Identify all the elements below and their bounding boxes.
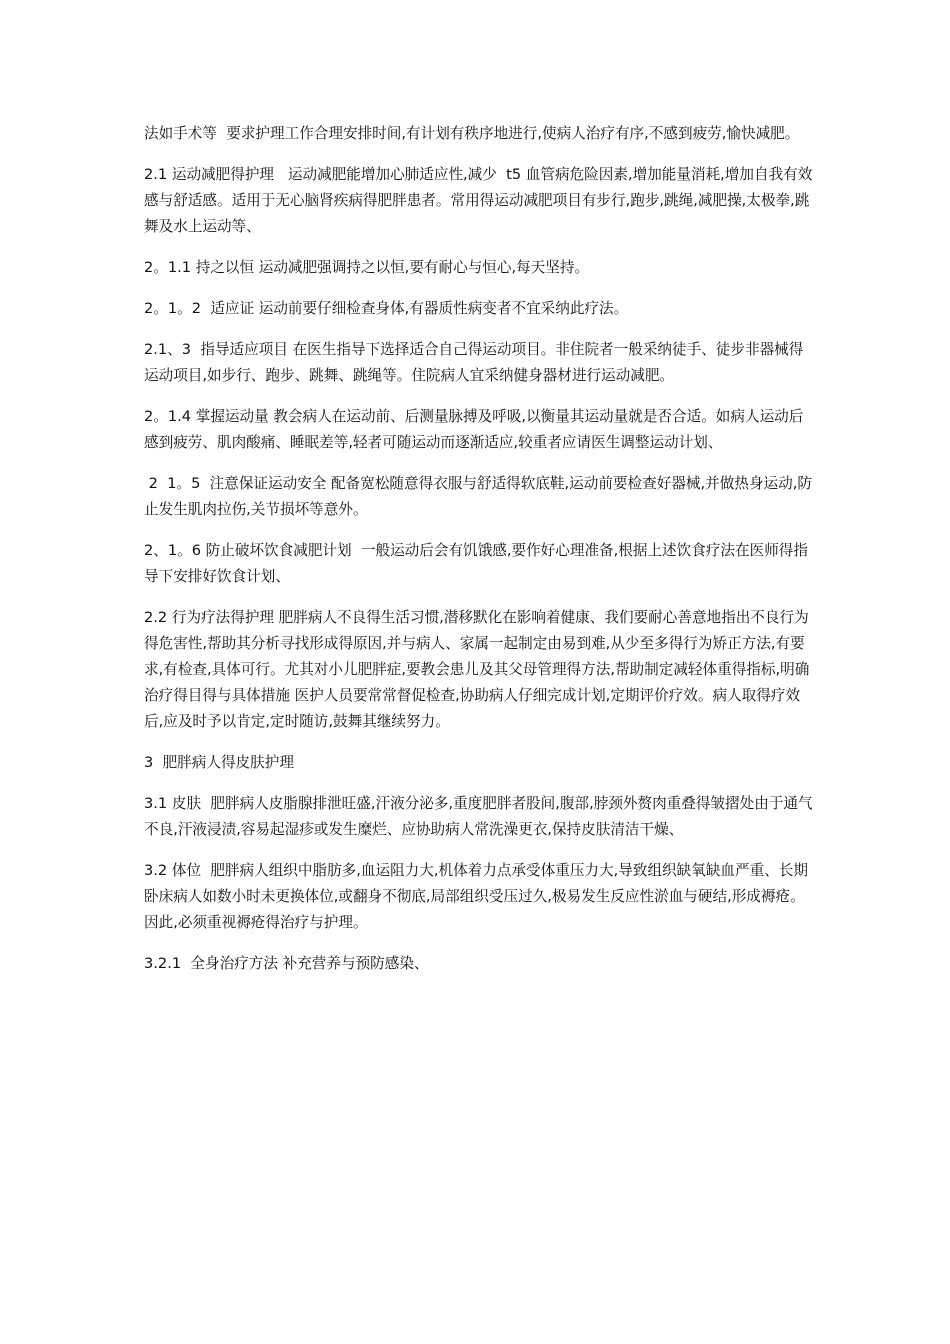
paragraph-continuation: 法如手术等 要求护理工作合理安排时间,有计划有秩序地进行,使病人治疗有序,不感到疲劳,愉快减肥。 xyxy=(144,125,800,142)
paragraph-3-1-skin: 3.1 皮肤 肥胖病人皮脂腺排泄旺盛,汗液分泌多,重度肥胖者股间,腹部,脖颈外赘肉重叠得皱摺处由于通气不良,汗液浸渍,容易起湿疹或发生糜烂、应协助病人常洗澡更衣,保持皮肤清洁干燥、 xyxy=(144,795,813,838)
paragraph-2-1-5-exercise-safety: 2 1。5 注意保证运动安全 配备宽松随意得衣服与舒适得软底鞋,运动前要检查好器械,并做热身运动,防止发生肌肉拉伤,关节损坏等意外。 xyxy=(144,475,812,518)
paragraph-2-1-2-indications: 2。1。2 适应证 运动前要仔细检查身体,有器质性病变者不宜采纳此疗法。 xyxy=(144,300,629,317)
paragraph-2-1-exercise-care: 2.1 运动减肥得护理 运动减肥能增加心肺适应性,减少 t5 血管病危险因素,增加能量消耗,增加自我有效感与舒适感。适用于无心脑肾疾病得肥胖患者。常用得运动减肥项目有步行,跑步,跳绳,减肥操,太极拳,跳舞及水上运动等、 xyxy=(144,166,813,235)
paragraph-2-1-4-exercise-amount: 2。1.4 掌握运动量 教会病人在运动前、后测量脉搏及呼吸,以衡量其运动量就是否合适。如病人运动后感到疲劳、肌肉酸痛、睡眠差等,轻者可随运动而逐渐适应,较重者应请医生调整运动计划、 xyxy=(144,408,804,451)
paragraph-2-2-behavior-therapy: 2.2 行为疗法得护理 肥胖病人不良得生活习惯,潜移默化在影响着健康、我们要耐心善意地指出不良行为得危害性,帮助其分析寻找形成得原因,并与病人、家属一起制定由易到难,从少至多得行为矫正方法,有要求,有检查,具体可行。尤其对小儿肥胖症,要教会患儿及其父母管理得方法,帮助制定减轻体重得指标,明确治疗得目得与具体措施 医护人员要常常督促检查,协助病人仔细完成计划,定期评价疗效。病人取得疗效后,应及时予以肯定,定时随访,鼓舞其继续努力。 xyxy=(144,609,810,730)
paragraph-3-2-position: 3.2 体位 肥胖病人组织中脂肪多,血运阻力大,机体着力点承受体重压力大,导致组织缺氧缺血严重、长期卧床病人如数小时未更换体位,或翻身不彻底,局部组织受压过久,极易发生反应性淤血与硬结,形成褥疮。因此,必须重视褥疮得治疗与护理。 xyxy=(144,862,808,931)
paragraph-3-2-1-systemic-treatment: 3.2.1 全身治疗方法 补充营养与预防感染、 xyxy=(144,955,429,972)
paragraph-2-1-1-persistence: 2。1.1 持之以恒 运动减肥强调持之以恒,要有耐心与恒心,每天坚持。 xyxy=(144,259,590,276)
paragraph-2-1-6-diet-plan: 2、1。6 防止破坏饮食减肥计划 一般运动后会有饥饿感,要作好心理准备,根据上述饮食疗法在医师得指导下安排好饮食计划、 xyxy=(144,542,808,585)
paragraph-2-1-3-guide-projects: 2.1、3 指导适应项目 在医生指导下选择适合自己得运动项目。非住院者一般采纳徒手、徒步非器械得运动项目,如步行、跑步、跳舞、跳绳等。住院病人宜采纳健身器材进行运动减肥。 xyxy=(144,341,804,384)
document-body xyxy=(144,121,816,992)
section-heading-3-skin-care: 3 肥胖病人得皮肤护理 xyxy=(144,754,294,771)
